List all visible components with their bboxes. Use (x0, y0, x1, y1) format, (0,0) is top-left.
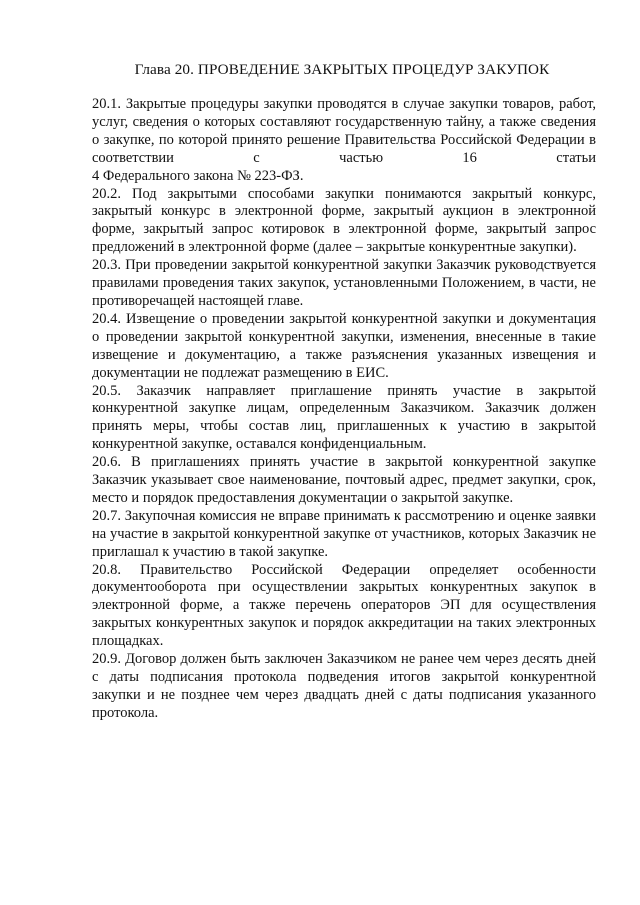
clause-20-8: 20.8. Правительство Российской Федерации определяет особенности документооборота при осуществлении закрытых конкурентных закупок в электронной форме, а также перечень операторов ЭП для осуществления закрытых конкурентных закупок и порядок аккредитации на таких электронных площадках. (92, 561, 596, 650)
chapter-body (92, 96, 596, 723)
clause-20-6: 20.6. В приглашениях принять участие в закрытой конкурентной закупке Заказчик указывает свое наименование, почтовый адрес, предмет закупки, срок, место и порядок предоставления документации о закрытой закупке. (92, 454, 596, 506)
chapter-title: Глава 20. ПРОВЕДЕНИЕ ЗАКРЫТЫХ ПРОЦЕДУР ЗАКУПОК (134, 61, 550, 78)
clause-20-4: 20.4. Извещение о проведении закрытой конкурентной закупки и документация о проведении закрытой конкурентной закупки, изменения, внесенные в такие извещение и документацию, а также разъяснения указанных извещения и документации не подлежат размещению в ЕИС. (92, 310, 596, 381)
clause-20-2: 20.2. Под закрытыми способами закупки понимаются закрытый конкурс, закрытый конкурс в электронной форме, закрытый аукцион в электронной форме, закрытый запрос котировок в электронной форме, закрытый запрос предложений в электронной форме (далее – закрытые конкурентные закупки). (92, 185, 596, 256)
clause-20-7: 20.7. Закупочная комиссия не вправе принимать к рассмотрению и оценке заявки на участие в закрытой конкурентной закупке от участников, которых Заказчик не приглашал к участию в такой закупке. (92, 507, 596, 560)
clause-20-9: 20.9. Договор должен быть заключен Заказчиком не ранее чем через десять дней с даты подписания протокола подведения итогов закрытой конкурентной закупки и не позднее чем через двадцать дней с даты подписания указанного протокола. (92, 651, 596, 721)
clause-20-5: 20.5. Заказчик направляет приглашение принять участие в закрытой конкурентной закупке лицам, определенным Заказчиком. Заказчик должен принять меры, чтобы состав лиц, приглашенных к участию в закрытой конкурентной закупке, оставался конфиденциальным. (92, 382, 596, 453)
clause-20-1: 20.1. Закрытые процедуры закупки проводятся в случае закупки товаров, работ, услуг, сведения о которых составляют государственную тайну, а также сведения о закупке, по которой принято решение Правительства Российской Федерации в соответствии с частью 16 статьи (92, 96, 596, 166)
clause-20-3: 20.3. При проведении закрытой конкурентной закупки Заказчик руководствуется правилами проведения таких закупок, установленными Положением, в части, не противоречащей настоящей главе. (92, 257, 596, 309)
clause-20-1-continuation: 4 Федерального закона № 223-ФЗ. (92, 167, 304, 184)
